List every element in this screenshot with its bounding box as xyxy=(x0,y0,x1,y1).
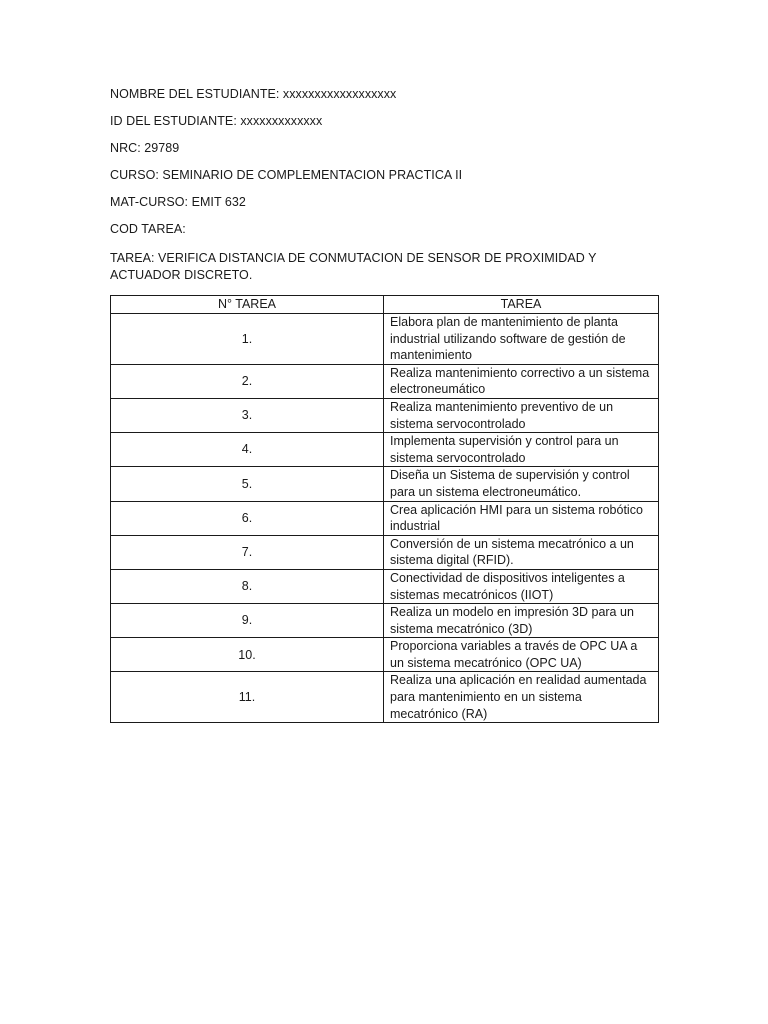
task-number: 6. xyxy=(111,501,384,535)
task-number: 7. xyxy=(111,535,384,569)
task-number: 8. xyxy=(111,569,384,603)
task-title: TAREA: VERIFICA DISTANCIA DE CONMUTACION DE SENSOR DE PROXIMIDAD Y ACTUADOR DISCRETO. xyxy=(110,251,597,282)
table-row xyxy=(111,364,659,398)
table-row xyxy=(111,467,659,501)
task-description: Realiza un modelo en impresión 3D para un sistema mecatrónico (3D) xyxy=(384,604,659,638)
task-description: Realiza mantenimiento correctivo a un sistema electroneumático xyxy=(384,364,659,398)
table-row xyxy=(111,398,659,432)
table-row xyxy=(111,433,659,467)
column-header-task: TAREA xyxy=(384,296,659,314)
task-number: 10. xyxy=(111,638,384,672)
task-number: 3. xyxy=(111,398,384,432)
course: CURSO: SEMINARIO DE COMPLEMENTACION PRACTICA II xyxy=(110,168,463,182)
student-id: ID DEL ESTUDIANTE: xxxxxxxxxxxxx xyxy=(110,114,323,128)
table-row xyxy=(111,535,659,569)
task-number: 2. xyxy=(111,364,384,398)
tasks-table xyxy=(110,295,659,723)
task-description: Elabora plan de mantenimiento de planta industrial utilizando software de gestión de mantenimiento xyxy=(384,314,659,365)
task-number: 5. xyxy=(111,467,384,501)
table-row xyxy=(111,569,659,603)
table-row xyxy=(111,638,659,672)
task-number: 9. xyxy=(111,604,384,638)
table-row xyxy=(111,604,659,638)
task-description: Realiza mantenimiento preventivo de un sistema servocontrolado xyxy=(384,398,659,432)
mat-course: MAT-CURSO: EMIT 632 xyxy=(110,195,246,209)
task-description: Crea aplicación HMI para un sistema robótico industrial xyxy=(384,501,659,535)
table-row xyxy=(111,314,659,365)
task-description: Proporciona variables a través de OPC UA a un sistema mecatrónico (OPC UA) xyxy=(384,638,659,672)
table-header-row xyxy=(111,296,659,314)
table-row xyxy=(111,501,659,535)
task-code: COD TAREA: xyxy=(110,222,186,236)
nrc: NRC: 29789 xyxy=(110,141,180,155)
task-description: Conversión de un sistema mecatrónico a un sistema digital (RFID). xyxy=(384,535,659,569)
table-row xyxy=(111,672,659,723)
task-number: 4. xyxy=(111,433,384,467)
task-description: Implementa supervisión y control para un sistema servocontrolado xyxy=(384,433,659,467)
task-description: Diseña un Sistema de supervisión y control para un sistema electroneumático. xyxy=(384,467,659,501)
task-description: Conectividad de dispositivos inteligentes a sistemas mecatrónicos (IIOT) xyxy=(384,569,659,603)
task-number: 11. xyxy=(111,672,384,723)
task-number: 1. xyxy=(111,314,384,365)
column-header-number: N° TAREA xyxy=(111,296,384,314)
task-description: Realiza una aplicación en realidad aumentada para mantenimiento en un sistema mecatrónico (RA) xyxy=(384,672,659,723)
student-name: NOMBRE DEL ESTUDIANTE: xxxxxxxxxxxxxxxxxx xyxy=(110,87,397,101)
